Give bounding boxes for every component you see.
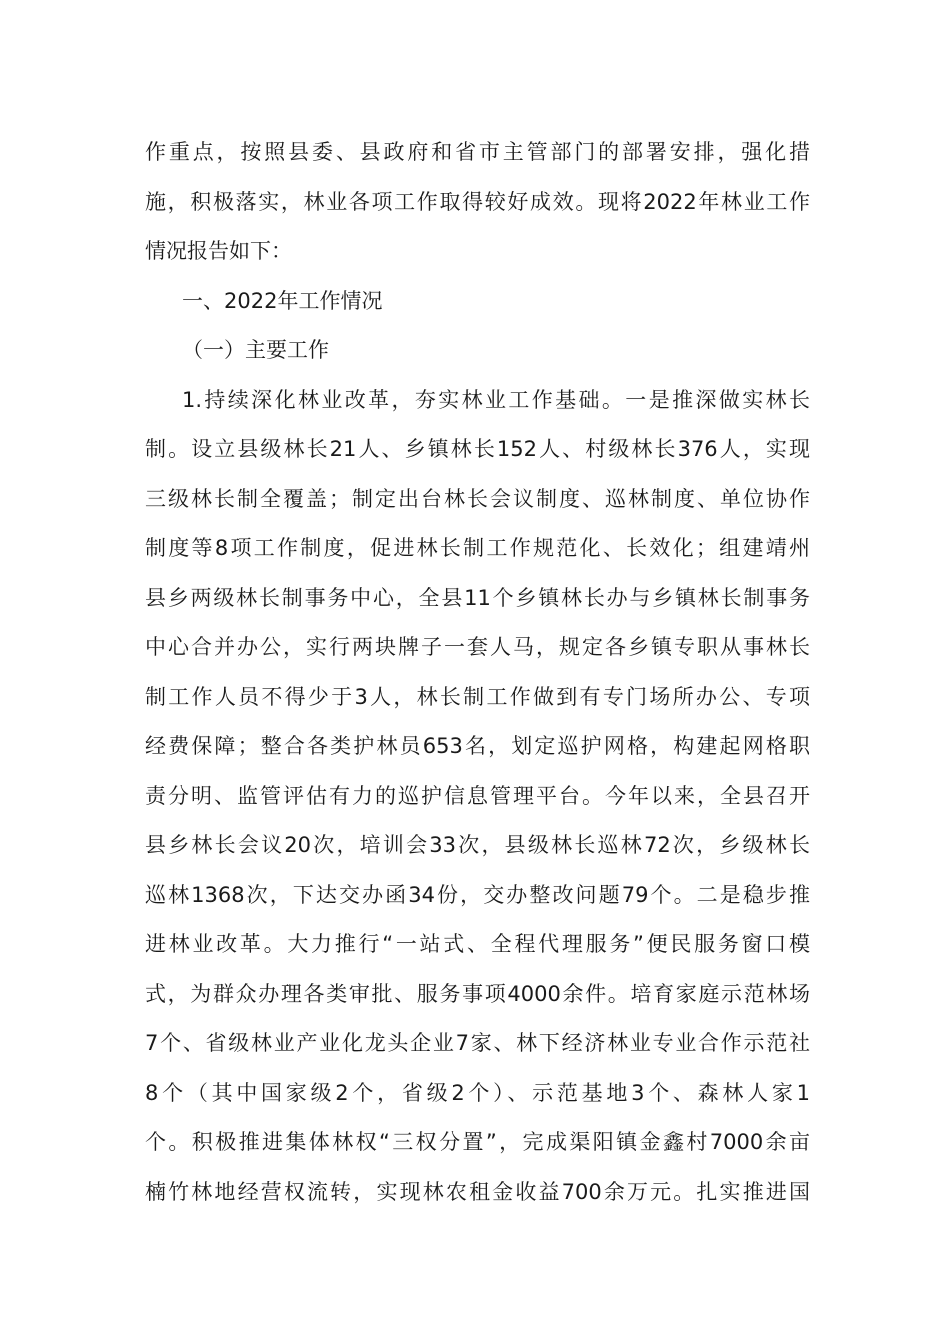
text-line: 楠竹林地经营权流转，实现林农租金收益700余万元。扎实推进国 (145, 1179, 810, 1204)
text-line: 8个（其中国家级2个，省级2个）、示范基地3个、森林人家1 (145, 1080, 810, 1105)
text-line: 县乡林长会议20次，培训会33次，县级林长巡林72次，乡级林长 (145, 833, 810, 857)
text-line: 制度等8项工作制度，促进林长制工作规范化、长效化；组建靖州 (145, 536, 810, 560)
text-line: 1.持续深化林业改革，夯实林业工作基础。一是推深做实林长 (182, 387, 810, 412)
text-line: 一、2022年工作情况 (182, 288, 383, 313)
text-line: 情况报告如下： (145, 239, 292, 263)
text-line: 作重点，按照县委、县政府和省市主管部门的部署安排，强化措 (145, 140, 810, 164)
text-line: 个。积极推进集体林权“三权分置”，完成渠阳镇金鑫村7000余亩 (145, 1130, 810, 1154)
text-line: 7个、省级林业产业化龙头企业7家、林下经济林业专业合作示范社 (145, 1031, 810, 1055)
body-text (145, 128, 810, 1217)
text-line: （一）主要工作 (182, 338, 329, 362)
text-line: 制。设立县级林长21人、乡镇林长152人、村级林长376人，实现 (145, 437, 810, 461)
text-line: 县乡两级林长制事务中心，全县11个乡镇林长办与乡镇林长制事务 (145, 585, 810, 610)
text-line: 施，积极落实，林业各项工作取得较好成效。现将2022年林业工作 (145, 189, 810, 214)
text-line: 责分明、监管评估有力的巡护信息管理平台。今年以来，全县召开 (145, 783, 810, 808)
text-line: 制工作人员不得少于3人，林长制工作做到有专门场所办公、专项 (145, 684, 810, 709)
text-line: 进林业改革。大力推行“一站式、全程代理服务”便民服务窗口模 (145, 932, 810, 956)
text-line: 三级林长制全覆盖；制定出台林长会议制度、巡林制度、单位协作 (145, 486, 810, 511)
text-line: 经费保障；整合各类护林员653名，划定巡护网格，构建起网格职 (145, 734, 810, 758)
text-line: 式，为群众办理各类审批、服务事项4000余件。培育家庭示范林场 (145, 981, 810, 1006)
text-line: 中心合并办公，实行两块牌子一套人马，规定各乡镇专职从事林长 (145, 635, 810, 659)
text-line: 巡林1368次，下达交办函34份，交办整改问题79个。二是稳步推 (145, 882, 810, 907)
